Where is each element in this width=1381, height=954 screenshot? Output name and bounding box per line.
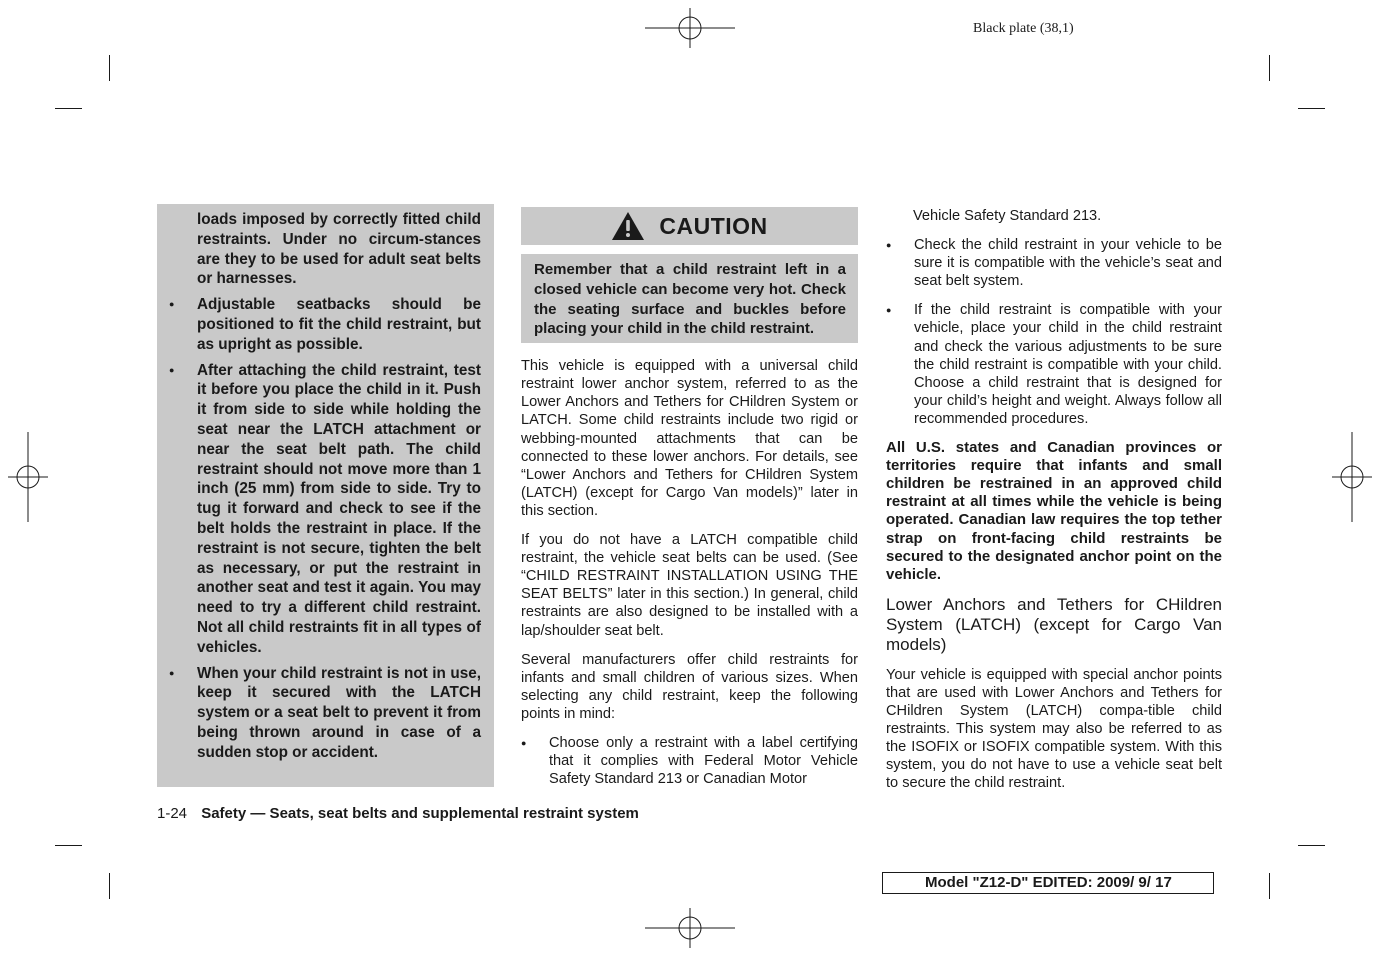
crop-mark	[109, 55, 110, 81]
caution-title: CAUTION	[659, 212, 768, 239]
page-footer	[157, 805, 639, 822]
warning-intro: loads imposed by correctly fitted child restraints. Under no circum-stances are they to be used for adult seat belts or harnesses.	[197, 211, 481, 288]
chapter-title: Safety — Seats, seat belts and supplemental restraint system	[201, 805, 639, 822]
crop-mark	[1269, 873, 1270, 899]
caution-text: Remember that a child restraint left in a closed vehicle can become very hot. Check the seating surface and buckles before placing your child in the child restraint.	[521, 254, 858, 343]
legal-requirement-text: All U.S. states and Canadian provinces or territories require that infants and small children be restrained in an approved child restraint at all times while the vehicle is being operated. Canadian law requires the top tether strap on front-facing child restraints be secured to the designated anchor point on the vehicle.	[886, 439, 1222, 583]
crop-mark	[1298, 108, 1325, 109]
paragraph: If you do not have a LATCH compatible child restraint, the vehicle seat belts can be used. (See “CHILD RESTRAINT INSTALLATION USING THE SEAT BELTS” later in this section.) In general, child restraints are also designed to be installed with a lap/shoulder seat belt.	[521, 532, 858, 639]
list-item: ● Choose only a restraint with a label certifying that it complies with Federal Motor Vehicle Safety Standard 213 or Canadian Motor	[521, 734, 858, 788]
model-edit-box: Model "Z12-D" EDITED: 2009/ 9/ 17	[882, 872, 1214, 894]
warning-continuation-box	[157, 204, 494, 787]
paragraph: This vehicle is equipped with a universal child restraint lower anchor system, referred to as the Lower Anchors and Tethers for CHildren System or LATCH. Some child restraints include two rigid or webbing-mounted attachments that can be connected to these lower anchors. For details, see “Lower Anchors and Tethers for CHildren System (LATCH) (except for Cargo Van models)” later in this section.	[521, 358, 858, 519]
warning-bullet: ● When your child restraint is not in use, keep it secured with the LATCH system or a seat belt to prevent it from being thrown around in case of a sudden stop or accident.	[197, 664, 481, 763]
warning-bullet-list	[197, 295, 481, 762]
list-item: ● If the child restraint is compatible with your vehicle, place your child in the child restraint and check the various adjustments to be sure the child restraint is compatible with your child. Choose a child restraint that is designed for your child’s height and weight. Always follow all recommended procedures.	[886, 301, 1222, 428]
bullet-list	[521, 734, 858, 788]
registration-mark-left	[8, 432, 48, 522]
warning-bullet: ● Adjustable seatbacks should be positioned to fit the child restraint, but as upright as possible.	[197, 295, 481, 354]
section-heading: Lower Anchors and Tethers for CHildren System (LATCH) (except for Cargo Van models)	[886, 594, 1222, 654]
column-3	[886, 207, 1222, 803]
crop-mark	[1269, 55, 1270, 81]
registration-mark-bottom	[645, 908, 735, 948]
body-text	[521, 357, 858, 788]
warning-triangle-icon	[611, 211, 645, 241]
page-number: 1-24	[157, 805, 188, 822]
warning-bullet: ● After attaching the child restraint, test it before you place the child in it. Push it from side to side while holding the seat near the LATCH attachment or near the seat belt path. The child restraint should not move more than 1 inch (25 mm) from side to side. Try to tug it forward and check to see if the belt holds the restraint in place. If the restraint is not secure, tighten the belt as necessary, or put the restraint in another seat and test it again. You may need to try a different child restraint. Not all child restraints fit in all types of vehicles.	[197, 361, 481, 658]
crop-mark	[109, 873, 110, 899]
registration-mark-top	[645, 8, 735, 48]
crop-mark	[55, 845, 82, 846]
registration-mark-right	[1332, 432, 1372, 522]
column-2	[521, 207, 858, 799]
plate-label: Black plate (38,1)	[973, 21, 1074, 36]
paragraph: Your vehicle is equipped with special anchor points that are used with Lower Anchors and Tethers for CHildren System (LATCH) compa-tible child restraints. This system may also be referred to as the ISOFIX or ISOFIX compatible system. With this system, you do not have to use a vehicle seat belt to secure the child restraint.	[886, 666, 1222, 792]
paragraph: Several manufacturers offer child restraints for infants and small children of various sizes. When selecting any child restraint, keep the following points in mind:	[521, 651, 858, 722]
list-item: ● Check the child restraint in your vehicle to be sure it is compatible with the vehicle’s seat and seat belt system.	[886, 236, 1222, 290]
caution-header	[521, 207, 858, 245]
crop-mark	[1298, 845, 1325, 846]
continued-text: Vehicle Safety Standard 213.	[913, 208, 1102, 224]
bullet-list	[886, 236, 1222, 428]
crop-mark	[55, 108, 82, 109]
